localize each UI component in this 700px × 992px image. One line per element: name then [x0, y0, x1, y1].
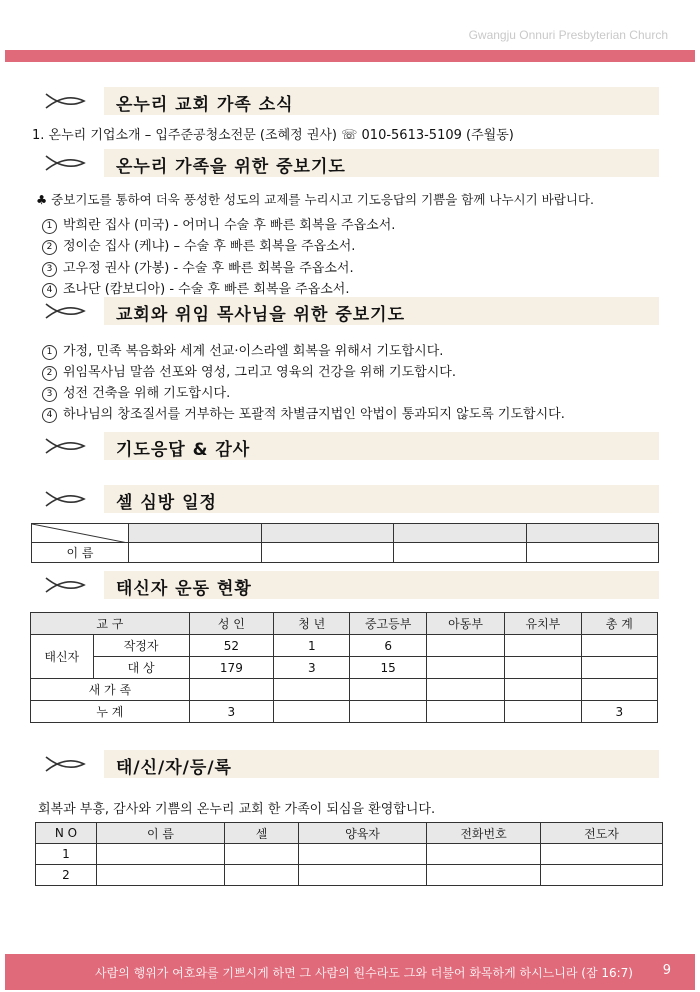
table-cell: 52: [189, 635, 273, 657]
row-label: 새 가 족: [31, 679, 190, 701]
cell-date-cell: [129, 524, 262, 543]
table-cell: [427, 865, 541, 886]
ichthys-icon: [44, 436, 88, 456]
table-cell: [581, 635, 657, 657]
section-family-prayer: [38, 149, 659, 177]
row-number: 1: [36, 844, 97, 865]
header-cell: 전도자: [541, 823, 663, 844]
section-title: 태신자 운동 현황: [116, 579, 252, 599]
church-item: 4 하나님의 창조질서를 거부하는 포괄적 차별금지법인 악법이 통과되지 않도록 기도합시다.: [42, 403, 565, 423]
table-cell: [426, 635, 504, 657]
registration-intro: 회복과 부흥, 감사와 기쁨의 온누리 교회 한 가족이 되심을 환영합니다.: [38, 802, 436, 817]
church-item: 2 위임목사님 말씀 선포와 영성, 그리고 영육의 건강을 위해 기도합시다.: [42, 361, 456, 381]
family-item: 4 조나단 (캄보디아) - 수술 후 빠른 회복을 주옵소서.: [42, 278, 350, 298]
table-cell: [581, 657, 657, 679]
church-item: 3 성전 건축을 위해 기도합시다.: [42, 382, 230, 402]
header-cell: 이 름: [97, 823, 225, 844]
family-item: 1 박희란 집사 (미국) - 어머니 수술 후 빠른 회복을 주옵소서.: [42, 214, 395, 234]
church-item: 1 가정, 민족 복음화와 세계 선교·이스라엘 회복을 위해서 기도합시다.: [42, 340, 443, 360]
header-cell: 유치부: [505, 613, 581, 635]
section-title: 온누리 교회 가족 소식: [116, 95, 294, 115]
section-title: 기도응답 & 감사: [116, 440, 251, 460]
header-cell: 교 구: [31, 613, 190, 635]
table-cell: [541, 865, 663, 886]
table-cell: 1: [274, 635, 350, 657]
header-cell: 양육자: [299, 823, 427, 844]
table-cell: [505, 635, 581, 657]
ichthys-icon: [44, 153, 88, 173]
table-cell: [97, 844, 225, 865]
ichthys-icon: [44, 301, 88, 321]
section-evangelism: [38, 571, 659, 599]
table-cell: [97, 865, 225, 886]
header-cell: 총 계: [581, 613, 657, 635]
table-cell: [426, 701, 504, 723]
footer-bar: [5, 954, 695, 990]
cell-name-cell: [129, 543, 262, 563]
table-cell: [225, 844, 299, 865]
family-intro: ♣ 중보기도를 통하여 더욱 풍성한 성도의 교제를 누리시고 기도응답의 기쁨을 함께 나누시기 바랍니다.: [36, 192, 594, 207]
section-title: 셀 심방 일정: [116, 493, 217, 513]
group-label: 태신자: [31, 635, 94, 679]
name-label: 이 름: [32, 543, 129, 563]
ichthys-icon: [44, 575, 88, 595]
table-cell: [426, 657, 504, 679]
header-cell: 중고등부: [350, 613, 426, 635]
cell-name-cell: [394, 543, 527, 563]
table-cell: [505, 657, 581, 679]
header-cell: 아동부: [426, 613, 504, 635]
table-cell: [427, 844, 541, 865]
section-news: [38, 87, 659, 115]
footer-verse: 사람의 행위가 여호와를 기쁘시게 하면 그 사람의 원수라도 그와 더불어 화목하게 하시느니라 (잠 16:7): [95, 966, 633, 980]
table-cell: [581, 679, 657, 701]
table-cell: [299, 865, 427, 886]
section-cell: [38, 485, 659, 513]
table-cell: [541, 844, 663, 865]
news-line: 1. 온누리 기업소개 – 입주준공청소전문 (조혜정 권사) ☏ 010-5613-5109 (주월동): [32, 128, 514, 143]
ichthys-icon: [44, 754, 88, 774]
registration-table: [35, 822, 663, 886]
table-cell: 15: [350, 657, 426, 679]
table-cell: 6: [350, 635, 426, 657]
table-cell: 3: [274, 657, 350, 679]
section-title: 온누리 가족을 위한 중보기도: [116, 157, 346, 177]
section-answers: [38, 432, 659, 460]
section-church-prayer: [38, 297, 659, 325]
family-item: 2 정이순 집사 (케냐) – 수술 후 빠른 회복을 주옵소서.: [42, 235, 355, 255]
table-cell: [299, 844, 427, 865]
section-title: 태/신/자/등/록: [116, 758, 232, 778]
header-cell: 셀: [225, 823, 299, 844]
cell-schedule-table: [31, 523, 659, 563]
table-cell: [426, 679, 504, 701]
family-item: 3 고우정 권사 (가봉) - 수술 후 빠른 회복을 주옵소서.: [42, 257, 354, 277]
header-bar: [5, 50, 695, 62]
row-label: 작정자: [93, 635, 189, 657]
row-label: 누 계: [31, 701, 190, 723]
ichthys-icon: [44, 91, 88, 111]
table-cell: [274, 701, 350, 723]
diagonal-header-cell: [32, 524, 129, 543]
page-number: 9: [662, 963, 671, 978]
cell-date-cell: [394, 524, 527, 543]
row-label: 대 상: [93, 657, 189, 679]
table-cell: 179: [189, 657, 273, 679]
cell-name-cell: [261, 543, 394, 563]
cell-name-cell: [526, 543, 659, 563]
table-cell: [225, 865, 299, 886]
table-cell: [350, 701, 426, 723]
church-name: Gwangju Onnuri Presbyterian Church: [468, 28, 668, 42]
section-title: 교회와 위임 목사님을 위한 중보기도: [116, 305, 406, 325]
table-cell: [350, 679, 426, 701]
row-number: 2: [36, 865, 97, 886]
header-cell: N O: [36, 823, 97, 844]
cell-date-cell: [526, 524, 659, 543]
header-cell: 청 년: [274, 613, 350, 635]
table-cell: 3: [581, 701, 657, 723]
ichthys-icon: [44, 489, 88, 509]
table-cell: [505, 679, 581, 701]
header-cell: 성 인: [189, 613, 273, 635]
table-cell: [505, 701, 581, 723]
table-cell: [274, 679, 350, 701]
header-cell: 전화번호: [427, 823, 541, 844]
cell-date-cell: [261, 524, 394, 543]
evangelism-table: [30, 612, 658, 723]
table-cell: 3: [189, 701, 273, 723]
section-registration: [38, 750, 659, 778]
table-cell: [189, 679, 273, 701]
